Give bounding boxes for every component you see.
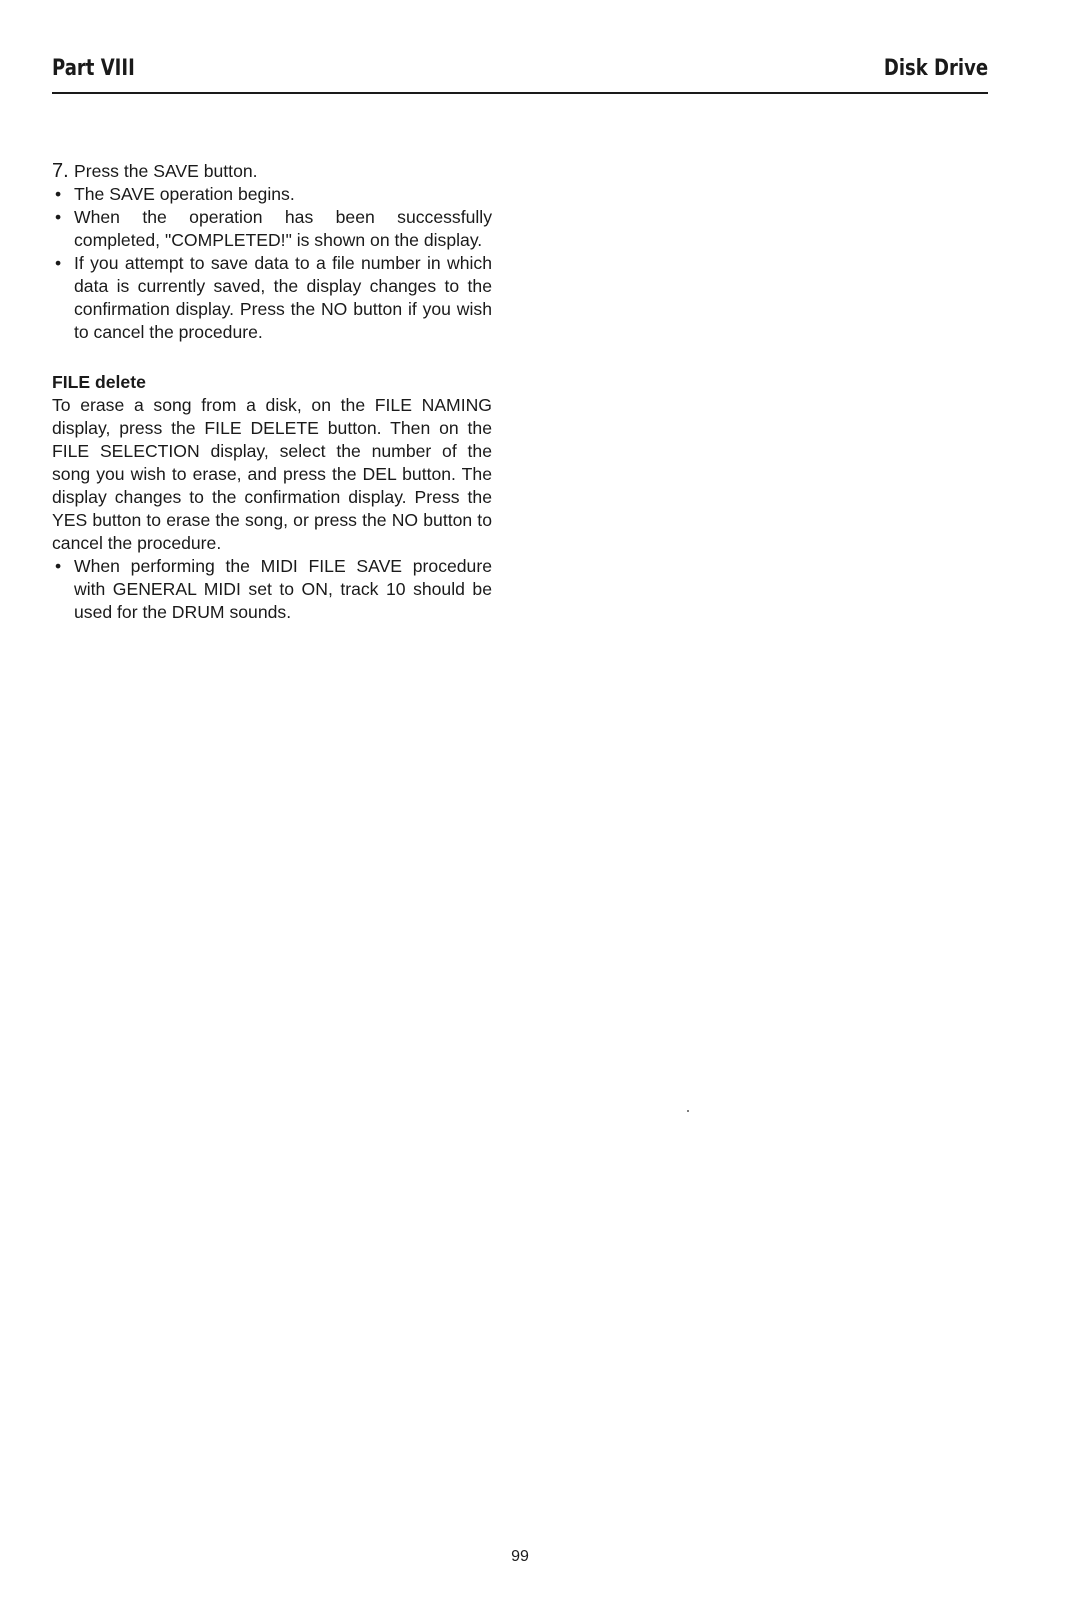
scan-speck <box>687 1110 689 1112</box>
bullet-icon: • <box>55 253 62 273</box>
bullet-text: When the operation has been successfully completed, "COMPLETED!" is shown on the display. <box>74 207 492 250</box>
list-item <box>52 206 492 252</box>
content-column <box>52 160 492 624</box>
step-number: 7. <box>52 160 69 182</box>
file-delete-paragraph: To erase a song from a disk, on the FILE NAMING display, press the FILE DELETE button. Then on the FILE SELECTION display, select the number of the song you wish to erase, and press the DEL button. The display changes to the confirmation display. Press the YES button to erase the song, or press the NO button to cancel the procedure. <box>52 395 492 553</box>
step-7-bullets <box>52 183 492 344</box>
bullet-text: The SAVE operation begins. <box>74 184 295 204</box>
section-title-file-delete: FILE delete <box>52 372 146 392</box>
page-header <box>52 54 988 96</box>
list-item <box>52 555 492 624</box>
list-item <box>52 183 492 206</box>
step-text: Press the SAVE button. <box>74 161 258 181</box>
file-delete-bullets <box>52 555 492 624</box>
chapter-title: Disk Drive <box>883 56 988 81</box>
page-number: 99 <box>511 1548 529 1565</box>
part-label: Part VIII <box>52 56 135 81</box>
step-7 <box>52 160 492 183</box>
bullet-text: When performing the MIDI FILE SAVE procedure with GENERAL MIDI set to ON, track 10 should be used for the DRUM sounds. <box>74 556 492 622</box>
header-rule <box>52 92 988 94</box>
bullet-icon: • <box>55 207 62 227</box>
bullet-icon: • <box>55 556 62 576</box>
bullet-text: If you attempt to save data to a file number in which data is currently saved, the display changes to the confirmation display. Press the NO button if you wish to cancel the procedure. <box>74 253 492 342</box>
bullet-icon: • <box>55 184 62 204</box>
list-item <box>52 252 492 344</box>
